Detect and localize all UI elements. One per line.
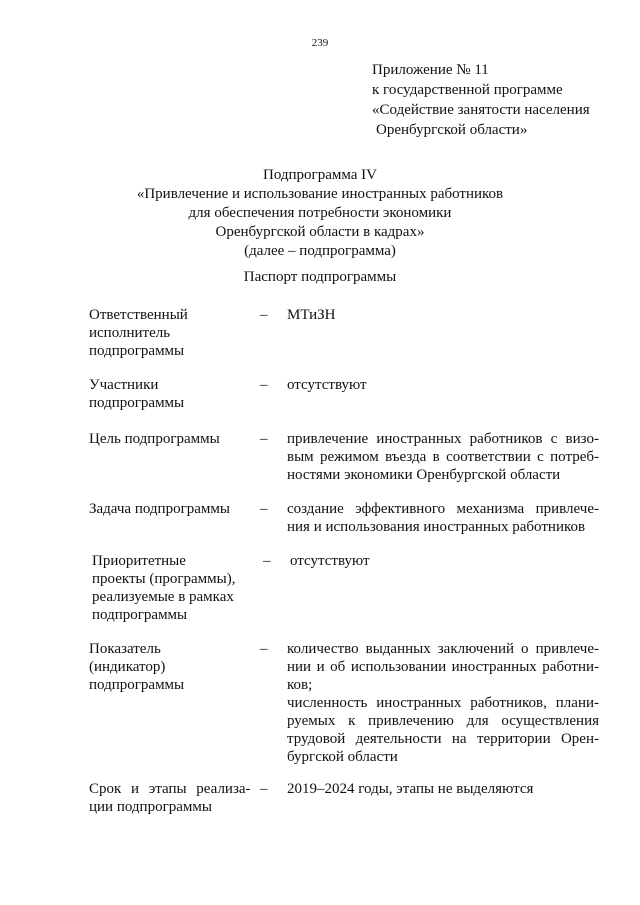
row-label <box>89 430 259 448</box>
label-line: (индикатор) <box>89 659 166 675</box>
value-line: ностями экономики Оренбургской области <box>287 467 561 483</box>
row-label <box>89 376 259 412</box>
row-value <box>287 376 599 394</box>
label-line: реализуемые в рамках <box>92 589 234 605</box>
row-label <box>89 780 259 816</box>
value-line: отсутствуют <box>287 377 367 393</box>
label-line: Участники <box>89 377 159 393</box>
label-line: подпрограммы <box>89 677 185 693</box>
appendix-line: к государственной программе <box>372 82 563 98</box>
value-line: численность иностранных работников, плани- <box>287 695 599 711</box>
appendix-line: Оренбургской области» <box>376 122 528 138</box>
row-dash: – <box>260 781 268 797</box>
label-line: Задача подпрограммы <box>89 501 230 517</box>
appendix-header <box>372 60 632 140</box>
value-line: отсутствуют <box>290 553 370 569</box>
value-line: создание эффективного механизма привлече- <box>287 501 599 517</box>
row-value <box>287 780 599 798</box>
row-dash: – <box>260 431 268 447</box>
title-line: Подпрограмма IV <box>263 167 377 183</box>
value-line: руемых к привлечению для осуществления <box>287 713 599 729</box>
label-line: подпрограммы <box>89 395 185 411</box>
appendix-line: «Содействие занятости населения <box>372 102 590 118</box>
label-line: Цель подпрограммы <box>89 431 220 447</box>
row-value <box>287 306 599 324</box>
row-value <box>287 430 599 484</box>
row-label <box>89 500 259 518</box>
title-line: «Привлечение и использование иностранных работников <box>136 186 504 202</box>
label-line: Ответственный <box>89 307 188 323</box>
label-line: проекты (программы), <box>92 571 236 587</box>
label-line: ции подпрограммы <box>89 799 212 815</box>
value-line: ния и использования иностранных работников <box>287 519 586 535</box>
row-label <box>89 640 259 694</box>
value-line: трудовой деятельности на территории Орен- <box>287 731 599 747</box>
row-dash: – <box>260 377 268 393</box>
title-line: Оренбургской области в кадрах» <box>215 224 425 240</box>
value-line: 2019–2024 годы, этапы не выделяются <box>287 781 534 797</box>
label-line: подпрограммы <box>89 343 185 359</box>
row-dash: – <box>260 501 268 517</box>
value-line: ков; <box>287 677 313 693</box>
value-line: привлечение иностранных работников с визо- <box>287 431 599 447</box>
value-line: МТиЗН <box>287 307 336 323</box>
label-line: Срок и этапы реализа- <box>89 781 251 797</box>
row-value <box>287 640 599 766</box>
title-line: для обеспечения потребности экономики <box>188 205 452 221</box>
title-line: (далее – подпрограмма) <box>244 243 396 259</box>
label-line: Приоритетные <box>92 553 186 569</box>
value-line: нии и об использовании иностранных работни- <box>287 659 599 675</box>
label-line: исполнитель <box>89 325 171 341</box>
value-line: вым режимом въезда в соответствии с потреб- <box>287 449 599 465</box>
appendix-line: Приложение № 11 <box>372 62 489 78</box>
label-line: Показатель <box>89 641 161 657</box>
passport-title: Паспорт подпрограммы <box>243 269 397 285</box>
page-number: 239 <box>311 37 329 49</box>
row-value <box>287 500 599 536</box>
value-line: количество выданных заключений о привлече- <box>287 641 599 657</box>
row-value <box>290 552 602 570</box>
value-line: бургской области <box>287 749 398 765</box>
row-dash: – <box>263 553 271 569</box>
row-label <box>92 552 262 624</box>
row-dash: – <box>260 307 268 323</box>
subprogram-title <box>0 166 640 261</box>
row-dash: – <box>260 641 268 657</box>
label-line: подпрограммы <box>92 607 188 623</box>
row-label <box>89 306 259 360</box>
